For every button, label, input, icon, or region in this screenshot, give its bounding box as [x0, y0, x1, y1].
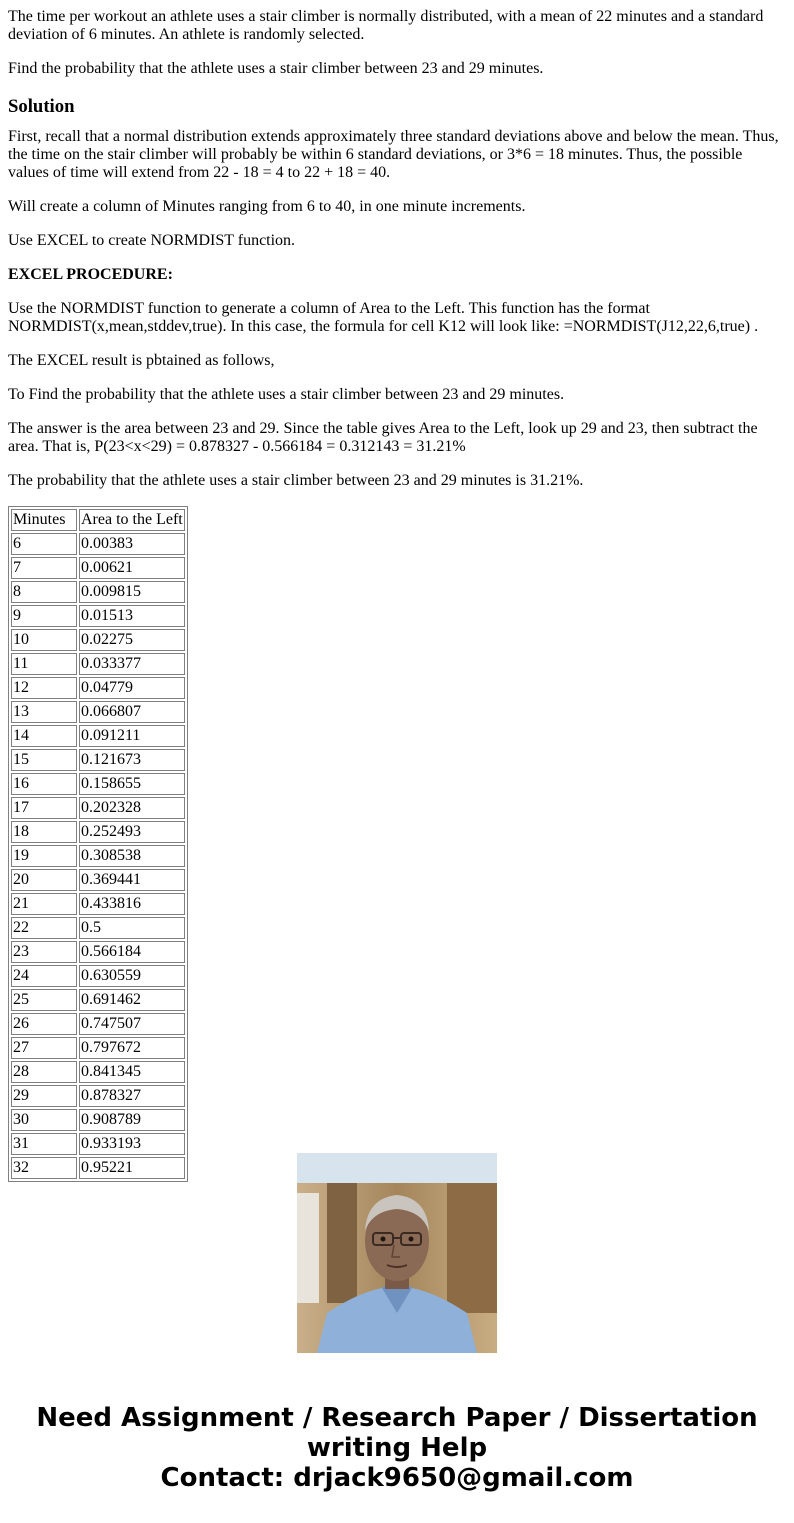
area-cell: 0.04779: [79, 677, 185, 699]
area-cell: 0.95221: [79, 1157, 185, 1179]
area-cell: 0.369441: [79, 869, 185, 891]
area-cell: 0.01513: [79, 605, 185, 627]
minutes-cell: 22: [11, 917, 77, 939]
table-row: [11, 629, 185, 651]
table-row: [11, 893, 185, 915]
table-row: [11, 749, 185, 771]
area-cell: 0.00621: [79, 557, 185, 579]
solution-content: [8, 0, 786, 1176]
table-row: [11, 677, 185, 699]
question-prompt: Find the probability that the athlete uses a stair climber between 23 and 29 minutes.: [8, 60, 544, 77]
minutes-cell: 29: [11, 1085, 77, 1107]
area-cell: 0.009815: [79, 581, 185, 603]
solution-paragraph-8: The answer is the area between 23 and 29. Since the table gives Area to the Left, look up 29 and 23, then subtract the area. That is, P(23<x<29) = 0.878327 - 0.566184 = 0.312143 = 31.21%: [8, 420, 758, 455]
area-cell: 0.908789: [79, 1109, 185, 1131]
table-header-area: Area to the Left: [79, 509, 185, 531]
area-cell: 0.630559: [79, 965, 185, 987]
table-row: [11, 845, 185, 867]
minutes-cell: 24: [11, 965, 77, 987]
table-row: [11, 989, 185, 1011]
minutes-cell: 17: [11, 797, 77, 819]
question-paragraph: The time per workout an athlete uses a stair climber is normally distributed, with a mean of 22 minutes and a standard deviation of 6 minutes. An athlete is randomly selected.: [8, 8, 764, 43]
minutes-cell: 12: [11, 677, 77, 699]
excel-result-table: [8, 506, 188, 1182]
minutes-cell: 27: [11, 1037, 77, 1059]
area-cell: 0.878327: [79, 1085, 185, 1107]
minutes-cell: 16: [11, 773, 77, 795]
area-cell: 0.747507: [79, 1013, 185, 1035]
minutes-cell: 6: [11, 533, 77, 555]
minutes-cell: 11: [11, 653, 77, 675]
minutes-cell: 32: [11, 1157, 77, 1179]
minutes-cell: 7: [11, 557, 77, 579]
area-cell: 0.433816: [79, 893, 185, 915]
area-cell: 0.933193: [79, 1133, 185, 1155]
solution-heading: Solution: [8, 96, 75, 117]
solution-paragraph-2: Will create a column of Minutes ranging from 6 to 40, in one minute increments.: [8, 198, 526, 215]
solution-conclusion: The probability that the athlete uses a stair climber between 23 and 29 minutes is 31.21%.: [8, 472, 584, 489]
solution-paragraph-5: Use the NORMDIST function to generate a column of Area to the Left. This function has the format NORMDIST(x,mean,stddev,true). In this case, the formula for cell K12 will look like: =NORMDIST(J12,22,6,true) .: [8, 300, 759, 335]
table-row: [11, 605, 185, 627]
table-row: [11, 653, 185, 675]
table-row: [11, 797, 185, 819]
footer-contact-email: Contact: drjack9650@gmail.com: [160, 1463, 634, 1493]
area-cell: 0.797672: [79, 1037, 185, 1059]
table-header-minutes: Minutes: [11, 509, 77, 531]
area-cell: 0.033377: [79, 653, 185, 675]
footer-line-2: writing Help: [306, 1433, 488, 1463]
table-row: [11, 917, 185, 939]
area-cell: 0.252493: [79, 821, 185, 843]
minutes-cell: 18: [11, 821, 77, 843]
tutor-portrait-photo: [297, 1153, 497, 1353]
table-row: [11, 941, 185, 963]
table-row: [11, 821, 185, 843]
minutes-cell: 10: [11, 629, 77, 651]
area-cell: 0.121673: [79, 749, 185, 771]
contact-footer: [0, 1403, 794, 1493]
footer-line-1: Need Assignment / Research Paper / Dissertation: [36, 1403, 758, 1433]
minutes-cell: 23: [11, 941, 77, 963]
excel-procedure-heading: EXCEL PROCEDURE:: [8, 266, 173, 283]
table-row: [11, 581, 185, 603]
minutes-cell: 9: [11, 605, 77, 627]
area-cell: 0.066807: [79, 701, 185, 723]
minutes-cell: 19: [11, 845, 77, 867]
area-cell: 0.841345: [79, 1061, 185, 1083]
table-row: [11, 725, 185, 747]
table-row: [11, 533, 185, 555]
table-row: [11, 701, 185, 723]
area-cell: 0.00383: [79, 533, 185, 555]
area-cell: 0.091211: [79, 725, 185, 747]
solution-paragraph-1: First, recall that a normal distribution extends approximately three standard deviations above and below the mean. Thus, the time on the stair climber will probably be within 6 standard deviations, or 3*6 = 18 minutes. Thus, the possible values of time will extend from 22 - 18 = 4 to 22 + 18 = 40.: [8, 128, 779, 181]
table-row: [11, 1085, 185, 1107]
minutes-cell: 26: [11, 1013, 77, 1035]
area-cell: 0.308538: [79, 845, 185, 867]
table-header-row: [11, 509, 185, 531]
table-row: [11, 1013, 185, 1035]
minutes-cell: 31: [11, 1133, 77, 1155]
minutes-cell: 28: [11, 1061, 77, 1083]
minutes-cell: 14: [11, 725, 77, 747]
minutes-cell: 13: [11, 701, 77, 723]
minutes-cell: 25: [11, 989, 77, 1011]
table-row: [11, 1061, 185, 1083]
table-row: [11, 1157, 185, 1179]
table-row: [11, 773, 185, 795]
table-row: [11, 1109, 185, 1131]
minutes-cell: 21: [11, 893, 77, 915]
table-row: [11, 869, 185, 891]
area-cell: 0.691462: [79, 989, 185, 1011]
table-row: [11, 1037, 185, 1059]
table-row: [11, 965, 185, 987]
solution-paragraph-6: The EXCEL result is pbtained as follows,: [8, 352, 275, 369]
table-row: [11, 1133, 185, 1155]
table-body: [11, 533, 185, 1179]
minutes-cell: 8: [11, 581, 77, 603]
area-cell: 0.158655: [79, 773, 185, 795]
tutor-avatar: [297, 1153, 497, 1353]
area-cell: 0.202328: [79, 797, 185, 819]
area-cell: 0.5: [79, 917, 185, 939]
minutes-cell: 30: [11, 1109, 77, 1131]
minutes-cell: 15: [11, 749, 77, 771]
solution-paragraph-7: To Find the probability that the athlete uses a stair climber between 23 and 29 minutes.: [8, 386, 565, 403]
minutes-cell: 20: [11, 869, 77, 891]
area-cell: 0.02275: [79, 629, 185, 651]
solution-paragraph-3: Use EXCEL to create NORMDIST function.: [8, 232, 296, 249]
table-row: [11, 557, 185, 579]
area-cell: 0.566184: [79, 941, 185, 963]
